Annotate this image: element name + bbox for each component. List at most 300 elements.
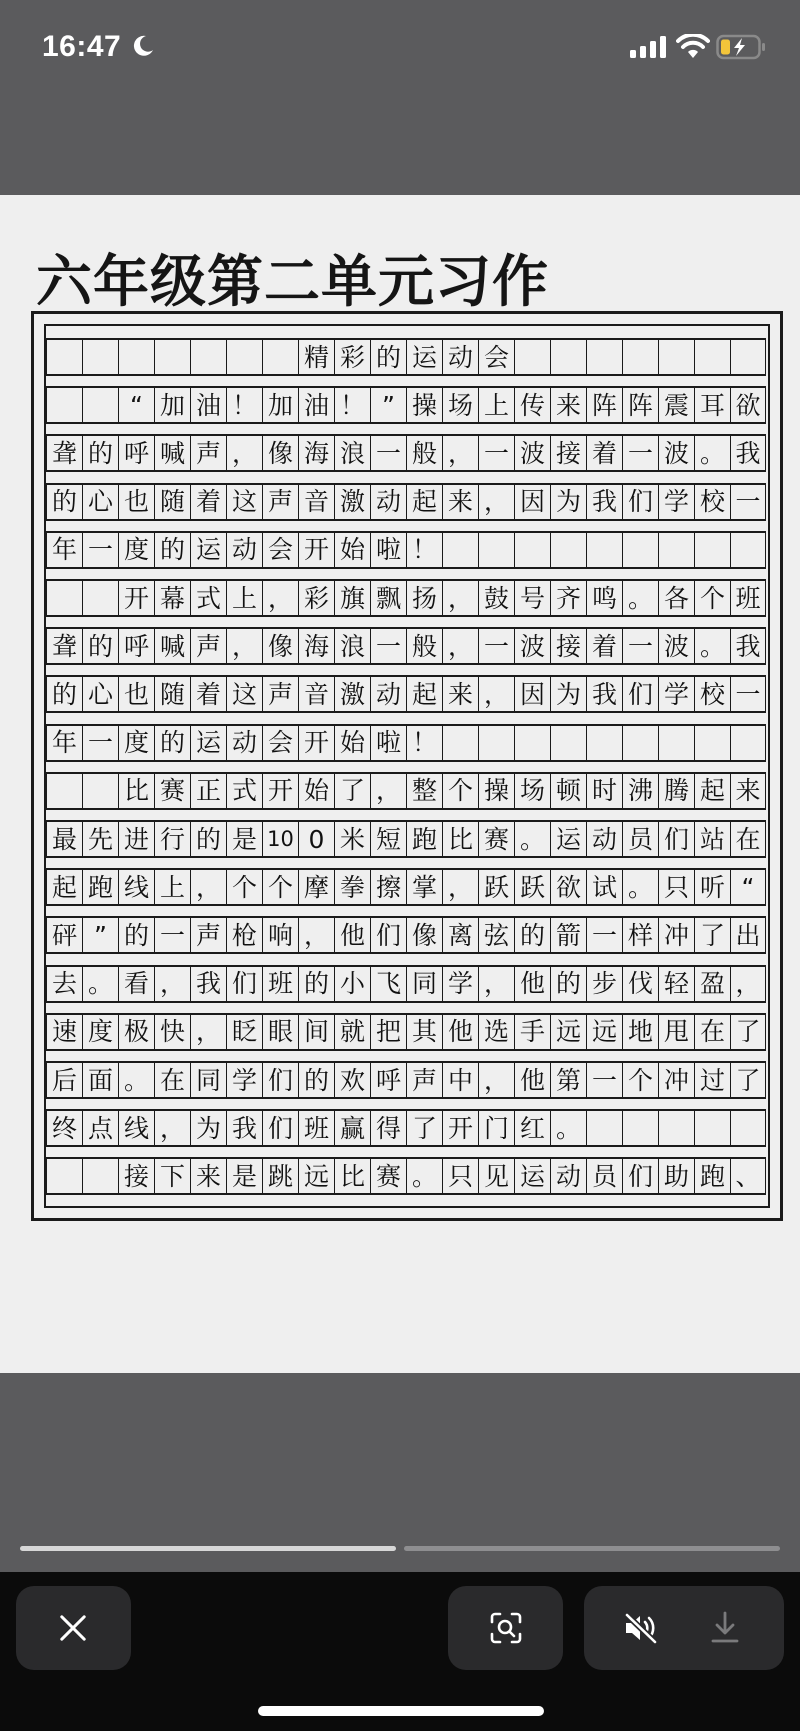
grid-cell: 操: [478, 774, 514, 808]
grid-cell: 像: [262, 629, 298, 663]
grid-cell: 扬: [406, 581, 442, 615]
grid-cell: 震: [658, 388, 694, 422]
grid-cell: 因: [514, 677, 550, 711]
grid-cell: 来: [190, 1159, 226, 1193]
grid-cell: 他: [514, 1063, 550, 1097]
grid-cell: 操: [406, 388, 442, 422]
document-title: 六年级第二单元习作: [36, 250, 549, 315]
grid-cell: 。: [82, 967, 118, 1001]
grid-cell: 沸: [622, 774, 658, 808]
grid-cell: [46, 388, 82, 422]
grid-cell: 传: [514, 388, 550, 422]
grid-cell: 动: [370, 677, 406, 711]
grid-cell: 盈: [694, 967, 730, 1001]
grid-cell: [658, 340, 694, 374]
grid-cell: [442, 533, 478, 567]
grid-cell: 。: [406, 1159, 442, 1193]
grid-cell: 呼: [118, 436, 154, 470]
grid-cell: [622, 726, 658, 760]
grid-cell: 后: [46, 1063, 82, 1097]
grid-cell: [514, 726, 550, 760]
grid-cell: [622, 533, 658, 567]
grid-cell: [46, 581, 82, 615]
speaker-muted-icon[interactable]: [623, 1612, 659, 1644]
grid-cell: 个: [442, 774, 478, 808]
grid-cell: 一: [622, 629, 658, 663]
grid-row: [46, 916, 766, 954]
grid-cell: 一: [370, 629, 406, 663]
grid-cell: 喊: [154, 436, 190, 470]
grid-cell: 第: [550, 1063, 586, 1097]
grid-cell: “: [118, 388, 154, 422]
grid-cell: 整: [406, 774, 442, 808]
grid-cell: 弦: [478, 918, 514, 952]
download-icon[interactable]: [709, 1610, 741, 1644]
grid-cell: 样: [622, 918, 658, 952]
battery-charging-icon: [716, 34, 766, 60]
grid-cell: 、: [730, 1159, 766, 1193]
grid-cell: 加: [154, 388, 190, 422]
grid-cell: 接: [118, 1159, 154, 1193]
grid-cell: 激: [334, 677, 370, 711]
grid-cell: 比: [442, 822, 478, 856]
grid-cell: 起: [46, 870, 82, 904]
grid-cell: [550, 726, 586, 760]
grid-cell: ，: [262, 581, 298, 615]
grid-cell: 的: [370, 340, 406, 374]
grid-cell: 度: [118, 726, 154, 760]
grid-cell: 摩: [298, 870, 334, 904]
grid-cell: 动: [226, 533, 262, 567]
grid-cell: 同: [190, 1063, 226, 1097]
grid-cell: 欲: [550, 870, 586, 904]
grid-cell: [730, 1111, 766, 1145]
grid-cell: 得: [370, 1111, 406, 1145]
grid-cell: ，: [226, 436, 262, 470]
grid-cell: 声: [262, 485, 298, 519]
grid-row: [46, 724, 766, 762]
grid-cell: 随: [154, 485, 190, 519]
grid-cell: 冲: [658, 918, 694, 952]
grid-cell: 冲: [658, 1063, 694, 1097]
grid-cell: 也: [118, 485, 154, 519]
grid-cell: 运: [406, 340, 442, 374]
grid-cell: 声: [190, 629, 226, 663]
grid-cell: 鼓: [478, 581, 514, 615]
grid-cell: [694, 726, 730, 760]
grid-cell: 声: [190, 436, 226, 470]
home-indicator: [258, 1706, 544, 1716]
grid-row: [46, 1061, 766, 1099]
grid-cell: 班: [298, 1111, 334, 1145]
grid-cell: 会: [262, 533, 298, 567]
grid-cell: 极: [118, 1015, 154, 1049]
grid-cell: 旗: [334, 581, 370, 615]
grid-cell: [550, 340, 586, 374]
grid-cell: 一: [478, 436, 514, 470]
grid-cell: ”: [370, 388, 406, 422]
grid-cell: [694, 533, 730, 567]
grid-cell: 快: [154, 1015, 190, 1049]
grid-cell: 门: [478, 1111, 514, 1145]
grid-cell: 浪: [334, 436, 370, 470]
grid-cell: ”: [82, 918, 118, 952]
grid-row: [46, 820, 766, 858]
grid-cell: 开: [262, 774, 298, 808]
grid-cell: 油: [190, 388, 226, 422]
grid-cell: [730, 726, 766, 760]
grid-cell: 箭: [550, 918, 586, 952]
grid-cell: 们: [658, 822, 694, 856]
grid-cell: 来: [442, 485, 478, 519]
grid-cell: ，: [442, 870, 478, 904]
grid-cell: 我: [586, 485, 622, 519]
grid-cell: 砰: [46, 918, 82, 952]
grid-cell: [46, 1159, 82, 1193]
close-icon: [59, 1614, 87, 1642]
grid-cell: ，: [442, 581, 478, 615]
grid-cell: 远: [298, 1159, 334, 1193]
grid-cell: 校: [694, 485, 730, 519]
grid-row: [46, 675, 766, 713]
grid-cell: 了: [730, 1015, 766, 1049]
grid-cell: 校: [694, 677, 730, 711]
grid-cell: 跳: [262, 1159, 298, 1193]
grid-cell: 起: [406, 677, 442, 711]
grid-cell: 一: [586, 1063, 622, 1097]
grid-cell: [46, 774, 82, 808]
grid-cell: 起: [406, 485, 442, 519]
grid-cell: 下: [154, 1159, 190, 1193]
grid-cell: 来: [730, 774, 766, 808]
grid-cell: [730, 533, 766, 567]
grid-cell: 运: [550, 822, 586, 856]
grid-cell: ，: [442, 436, 478, 470]
grid-row: [46, 483, 766, 521]
grid-row: [46, 579, 766, 617]
grid-cell: 动: [442, 340, 478, 374]
grid-cell: 始: [298, 774, 334, 808]
grid-cell: 也: [118, 677, 154, 711]
grid-cell: [478, 726, 514, 760]
grid-cell: 轻: [658, 967, 694, 1001]
grid-cell: 见: [478, 1159, 514, 1193]
grid-cell: 们: [370, 918, 406, 952]
grid-cell: 比: [334, 1159, 370, 1193]
grid-cell: 。: [514, 822, 550, 856]
grid-cell: 加: [262, 388, 298, 422]
close-button[interactable]: [16, 1586, 131, 1670]
grid-cell: 喊: [154, 629, 190, 663]
grid-cell: 幕: [154, 581, 190, 615]
grid-cell: ，: [478, 967, 514, 1001]
grid-cell: 。: [118, 1063, 154, 1097]
grid-cell: 眼: [262, 1015, 298, 1049]
grid-cell: 起: [694, 774, 730, 808]
grid-cell: 学: [226, 1063, 262, 1097]
grid-cell: 选: [478, 1015, 514, 1049]
grid-cell: ，: [226, 629, 262, 663]
grid-cell: ，: [190, 1015, 226, 1049]
media-controls-group: [584, 1586, 784, 1670]
grid-row: [46, 434, 766, 472]
grid-cell: 们: [622, 485, 658, 519]
grid-cell: 油: [298, 388, 334, 422]
grid-cell: [622, 340, 658, 374]
grid-cell: [586, 1111, 622, 1145]
grid-cell: 波: [514, 629, 550, 663]
grid-cell: [622, 1111, 658, 1145]
grid-row: [46, 1013, 766, 1051]
grid-cell: 运: [190, 533, 226, 567]
grid-cell: ，: [190, 870, 226, 904]
grid-cell: 跃: [478, 870, 514, 904]
grid-cell: 音: [298, 485, 334, 519]
grid-cell: 啦: [370, 533, 406, 567]
grid-cell: 。: [550, 1111, 586, 1145]
grid-cell: [262, 340, 298, 374]
grid-cell: 0: [298, 822, 334, 856]
grid-cell: ！: [334, 388, 370, 422]
grid-cell: 了: [406, 1111, 442, 1145]
grid-cell: 式: [226, 774, 262, 808]
grid-cell: 开: [298, 533, 334, 567]
grid-cell: [154, 340, 190, 374]
grid-cell: [550, 533, 586, 567]
grid-cell: ，: [154, 1111, 190, 1145]
grid-cell: 他: [334, 918, 370, 952]
grid-cell: 速: [46, 1015, 82, 1049]
grid-cell: 。: [622, 870, 658, 904]
grid-cell: 飘: [370, 581, 406, 615]
grid-cell: 。: [622, 581, 658, 615]
grid-cell: 式: [190, 581, 226, 615]
grid-cell: 赛: [478, 822, 514, 856]
grid-cell: 只: [658, 870, 694, 904]
grid-cell: 飞: [370, 967, 406, 1001]
grid-cell: 班: [262, 967, 298, 1001]
grid-cell: 点: [82, 1111, 118, 1145]
grid-cell: 度: [82, 1015, 118, 1049]
grid-cell: 呼: [370, 1063, 406, 1097]
grid-cell: 是: [226, 1159, 262, 1193]
status-time: 16:47: [42, 30, 122, 63]
grid-cell: 这: [226, 485, 262, 519]
grid-cell: 为: [550, 677, 586, 711]
grid-cell: 试: [586, 870, 622, 904]
grid-cell: 为: [550, 485, 586, 519]
grid-cell: 小: [334, 967, 370, 1001]
grid-cell: [46, 340, 82, 374]
grid-cell: 的: [82, 629, 118, 663]
grid-cell: [586, 726, 622, 760]
grid-cell: 行: [154, 822, 190, 856]
grid-cell: 欢: [334, 1063, 370, 1097]
grid-cell: 一: [154, 918, 190, 952]
grid-cell: [658, 533, 694, 567]
grid-cell: 的: [46, 485, 82, 519]
grid-cell: 音: [298, 677, 334, 711]
grid-cell: 在: [730, 822, 766, 856]
grid-cell: 各: [658, 581, 694, 615]
grid-cell: 出: [730, 918, 766, 952]
grid-cell: ，: [478, 485, 514, 519]
grid-cell: [82, 340, 118, 374]
grid-cell: 拳: [334, 870, 370, 904]
grid-cell: 正: [190, 774, 226, 808]
grid-cell: 开: [442, 1111, 478, 1145]
grid-cell: ，: [478, 1063, 514, 1097]
grid-cell: 波: [658, 436, 694, 470]
grid-cell: 开: [118, 581, 154, 615]
grid-cell: 聋: [46, 436, 82, 470]
scan-text-button[interactable]: [448, 1586, 563, 1670]
grid-cell: 赛: [154, 774, 190, 808]
grid-cell: 随: [154, 677, 190, 711]
grid-cell: 在: [694, 1015, 730, 1049]
grid-cell: 员: [586, 1159, 622, 1193]
grid-cell: 欲: [730, 388, 766, 422]
grid-cell: 激: [334, 485, 370, 519]
grid-cell: 般: [406, 436, 442, 470]
grid-cell: [658, 726, 694, 760]
grid-cell: 上: [154, 870, 190, 904]
grid-cell: 一: [370, 436, 406, 470]
grid-cell: 响: [262, 918, 298, 952]
grid-cell: 来: [550, 388, 586, 422]
grid-cell: ！: [226, 388, 262, 422]
grid-cell: 跃: [514, 870, 550, 904]
grid-cell: 声: [190, 918, 226, 952]
grid-cell: 他: [514, 967, 550, 1001]
grid-cell: 过: [694, 1063, 730, 1097]
grid-cell: 一: [586, 918, 622, 952]
grid-cell: 场: [442, 388, 478, 422]
grid-cell: 步: [586, 967, 622, 1001]
grid-cell: 上: [226, 581, 262, 615]
wifi-icon: [676, 34, 710, 60]
grid-cell: 像: [262, 436, 298, 470]
grid-cell: 彩: [298, 581, 334, 615]
grid-cell: 。: [694, 436, 730, 470]
grid-cell: [442, 726, 478, 760]
grid-cell: 跑: [406, 822, 442, 856]
grid-cell: ，: [730, 967, 766, 1001]
grid-row: [46, 386, 766, 424]
grid-cell: 接: [550, 629, 586, 663]
grid-cell: [190, 340, 226, 374]
grid-cell: [82, 388, 118, 422]
grid-cell: 短: [370, 822, 406, 856]
grid-cell: 因: [514, 485, 550, 519]
grid-cell: 着: [190, 677, 226, 711]
grid-cell: [586, 533, 622, 567]
grid-row: [46, 1109, 766, 1147]
grid-cell: 了: [694, 918, 730, 952]
grid-cell: 般: [406, 629, 442, 663]
grid-row: [46, 868, 766, 906]
grid-cell: 学: [658, 485, 694, 519]
grid-cell: 先: [82, 822, 118, 856]
grid-cell: 伐: [622, 967, 658, 1001]
grid-cell: 间: [298, 1015, 334, 1049]
cellular-signal-icon: [630, 36, 668, 58]
grid-cell: 只: [442, 1159, 478, 1193]
document-photo: [0, 195, 800, 1373]
grid-cell: 顿: [550, 774, 586, 808]
grid-cell: ，: [154, 967, 190, 1001]
grid-cell: 波: [514, 436, 550, 470]
grid-cell: 把: [370, 1015, 406, 1049]
grid-cell: 时: [586, 774, 622, 808]
grid-cell: 面: [82, 1063, 118, 1097]
status-bar: [0, 0, 800, 96]
grid-cell: 上: [478, 388, 514, 422]
grid-cell: 的: [514, 918, 550, 952]
grid-cell: [82, 581, 118, 615]
grid-cell: [514, 340, 550, 374]
grid-cell: 赢: [334, 1111, 370, 1145]
grid-cell: 运: [190, 726, 226, 760]
grid-cell: 远: [550, 1015, 586, 1049]
grid-cell: 精: [298, 340, 334, 374]
grid-cell: 海: [298, 436, 334, 470]
grid-cell: 像: [406, 918, 442, 952]
grid-cell: 声: [406, 1063, 442, 1097]
grid-cell: 们: [622, 1159, 658, 1193]
grid-cell: 心: [82, 485, 118, 519]
grid-cell: [226, 340, 262, 374]
grid-cell: 阵: [586, 388, 622, 422]
grid-cell: [514, 533, 550, 567]
grid-cell: 会: [478, 340, 514, 374]
grid-cell: ！: [406, 726, 442, 760]
grid-row: [46, 531, 766, 569]
grid-cell: 远: [586, 1015, 622, 1049]
grid-cell: [694, 340, 730, 374]
grid-cell: 聋: [46, 629, 82, 663]
grid-cell: 一: [478, 629, 514, 663]
grid-cell: 们: [226, 967, 262, 1001]
grid-cell: 一: [82, 726, 118, 760]
grid-cell: 看: [118, 967, 154, 1001]
grid-cell: 的: [298, 1063, 334, 1097]
grid-cell: 鸣: [586, 581, 622, 615]
grid-cell: 来: [442, 677, 478, 711]
grid-cell: 波: [658, 629, 694, 663]
grid-cell: [478, 533, 514, 567]
grid-cell: 学: [658, 677, 694, 711]
grid-cell: 个: [694, 581, 730, 615]
grid-cell: 最: [46, 822, 82, 856]
grid-cell: 的: [118, 918, 154, 952]
grid-cell: 啦: [370, 726, 406, 760]
grid-cell: 年: [46, 533, 82, 567]
grid-cell: 进: [118, 822, 154, 856]
grid-cell: 运: [514, 1159, 550, 1193]
grid-cell: 听: [694, 870, 730, 904]
grid-cell: 同: [406, 967, 442, 1001]
grid-cell: 接: [550, 436, 586, 470]
grid-cell: 海: [298, 629, 334, 663]
grid-cell: 离: [442, 918, 478, 952]
grid-cell: 中: [442, 1063, 478, 1097]
grid-cell: 甩: [658, 1015, 694, 1049]
grid-cell: 这: [226, 677, 262, 711]
grid-cell: ，: [478, 677, 514, 711]
grid-row: [46, 338, 766, 376]
grid-cell: 一: [730, 677, 766, 711]
